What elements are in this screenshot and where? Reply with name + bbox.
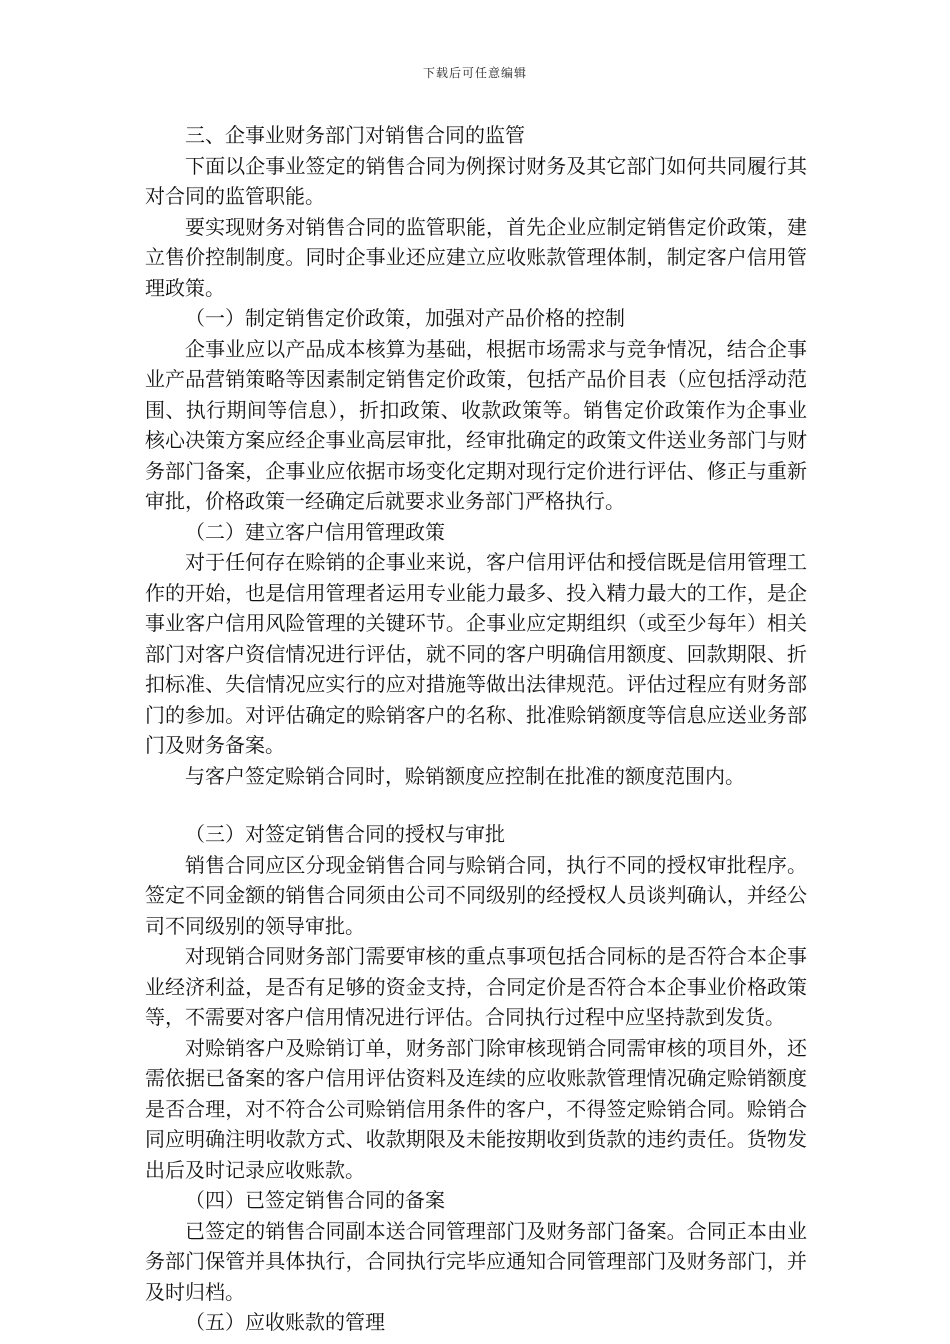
paragraph: 企事业应以产品成本核算为基础，根据市场需求与竞争情况，结合企事业产品营销策略等因素制定销售定价政策，包括产品价目表（应包括浮动范围、执行期间等信息），折扣政策、收款政策等。销售定价政策作为企事业核心决策方案应经企事业高层审批，经审批确定的政策文件送业务部门与财务部门备案，企事业应依据市场变化定期对现行定价进行评估、修正与重新审批，价格政策一经确定后就要求业务部门严格执行。 bbox=[145, 336, 807, 513]
paragraph: 下面以企事业签定的销售合同为例探讨财务及其它部门如何共同履行其对合同的监管职能。 bbox=[145, 153, 807, 208]
paragraph: 对于任何存在赊销的企事业来说，客户信用评估和授信既是信用管理工作的开始，也是信用管理者运用专业能力最多、投入精力最大的工作，是企事业客户信用风险管理的关键环节。企事业应定期组织（或至少每年）相关部门对客户资信情况进行评估，就不同的客户明确信用额度、回款期限、折扣标准、失信情况应实行的应对措施等做出法律规范。评估过程应有财务部门的参加。对评估确定的赊销客户的名称、批准赊销额度等信息应送业务部门及财务备案。 bbox=[145, 550, 807, 757]
subsection-heading: （二）建立客户信用管理政策 bbox=[185, 519, 445, 544]
subsection-heading: （一）制定销售定价政策，加强对产品价格的控制 bbox=[185, 306, 625, 330]
paragraph: 对现销合同财务部门需要审核的重点事项包括合同标的是否符合本企事业经济利益，是否有足够的资金支持，合同定价是否符合本企事业价格政策等，不需要对客户信用情况进行评估。合同执行过程中应坚持款到发货。 bbox=[145, 944, 807, 1029]
subsection-heading: （四）已签定销售合同的备案 bbox=[185, 1188, 445, 1212]
page-header: 下载后可任意编辑 bbox=[422, 66, 527, 80]
document-body bbox=[145, 120, 807, 1338]
section-heading: 三、企事业财务部门对销售合同的监管 bbox=[185, 123, 525, 147]
paragraph: 销售合同应区分现金销售合同与赊销合同，执行不同的授权审批程序。签定不同金额的销售合同须由公司不同级别的经授权人员谈判确认，并经公司不同级别的领导审批。 bbox=[145, 852, 807, 938]
paragraph: 与客户签定赊销合同时，赊销额度应控制在批准的额度范围内。 bbox=[185, 763, 745, 788]
paragraph: 已签定的销售合同副本送合同管理部门及财务部门备案。合同正本由业务部门保管并具体执行，合同执行完毕应通知合同管理部门及财务部门，并及时归档。 bbox=[145, 1218, 807, 1304]
subsection-heading: （五）应收账款的管理 bbox=[185, 1310, 385, 1334]
paragraph: 对赊销客户及赊销订单，财务部门除审核现销合同需审核的项目外，还需依据已备案的客户信用评估资料及连续的应收账款管理情况确定赊销额度是否合理，对不符合公司赊销信用条件的客户，不得签定赊销合同。赊销合同应明确注明收款方式、收款期限及未能按期收到货款的违约责任。货物发出后及时记录应收账款。 bbox=[145, 1035, 807, 1182]
paragraph: 要实现财务对销售合同的监管职能，首先企业应制定销售定价政策，建立售价控制制度。同时企事业还应建立应收账款管理体制，制定客户信用管理政策。 bbox=[145, 214, 807, 300]
subsection-heading: （三）对签定销售合同的授权与审批 bbox=[185, 822, 505, 846]
